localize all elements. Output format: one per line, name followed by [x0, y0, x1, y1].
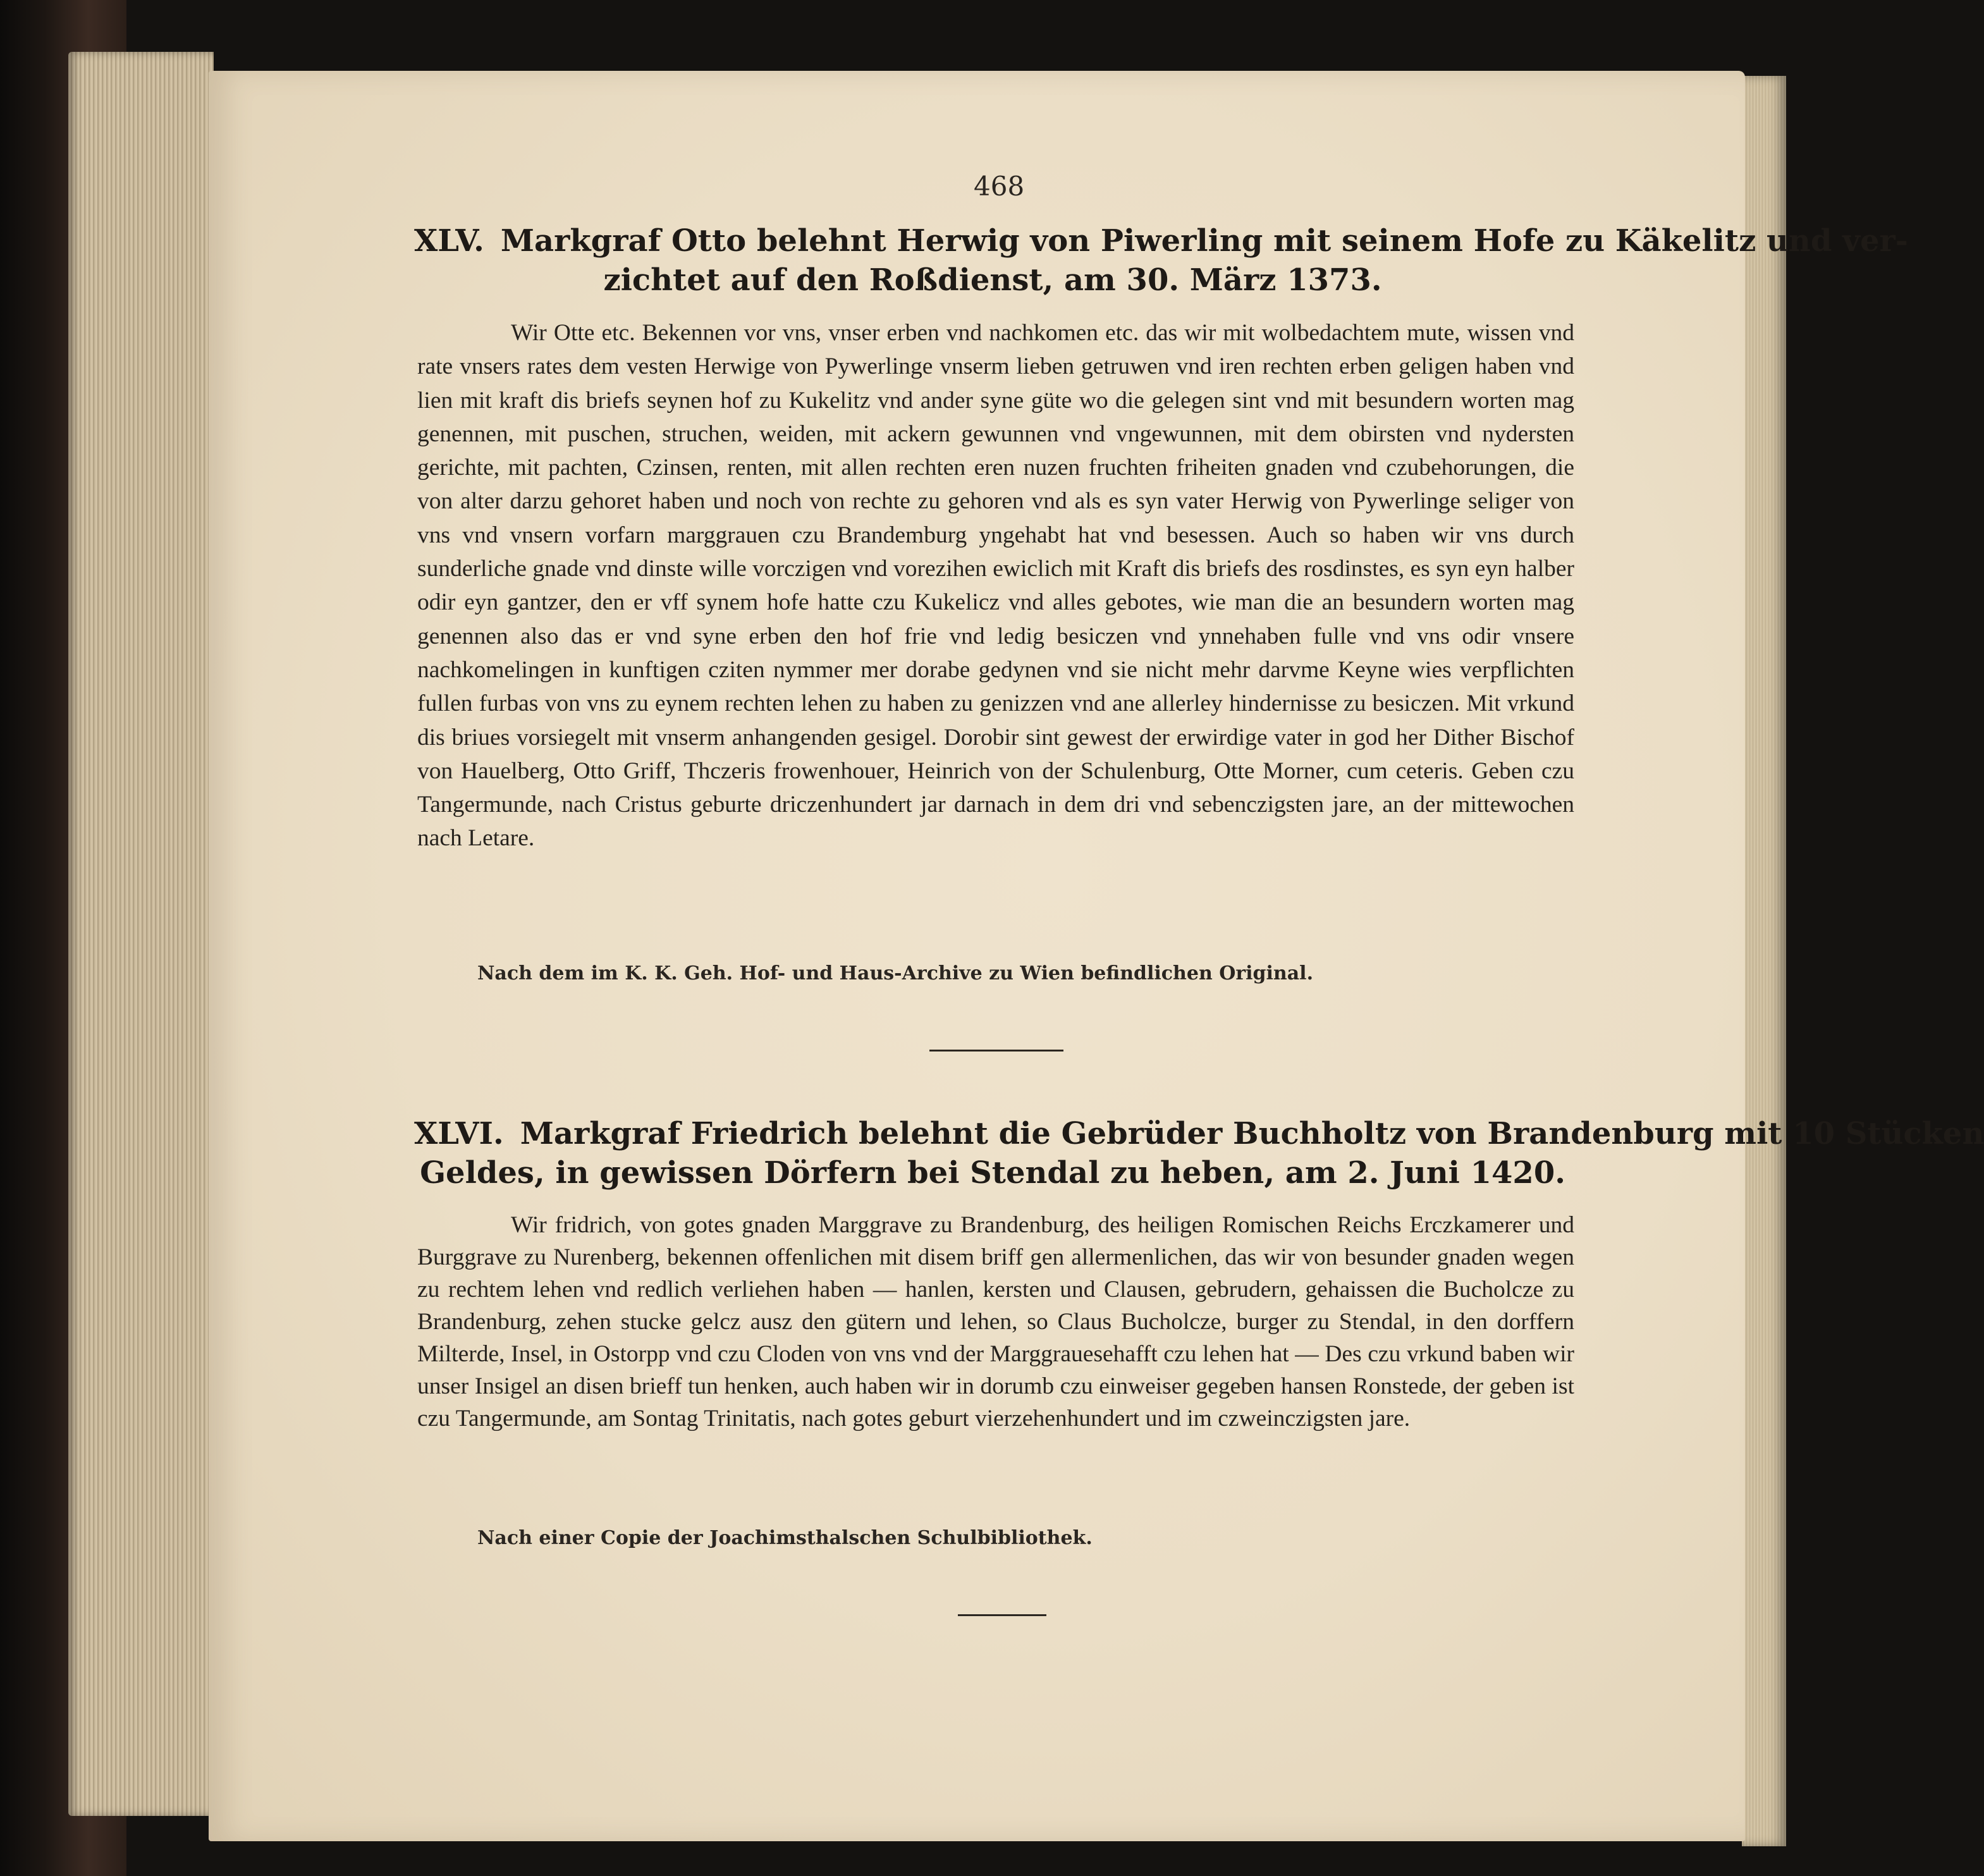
left-page-edges — [68, 52, 214, 1816]
section-45-paragraph: Wir Otte etc. Bekennen vor vns, vnser erben vnd nachkomen etc. das wir mit wolbedachtem mute, wissen vnd rate vnsers rates dem vesten Herwige von Pywerlinge vnserm lieben getruwen vnd iren rechten erben geligen haben vnd lien mit kraft dis briefs seynen hof zu Kukelitz vnd ander syne güte wo die gelegen sint vnd mit besundern worten mag genennen, mit puschen, struchen, weiden, mit ackern gewunnen vnd vngewunnen, mit dem obirsten vnd nydersten gerichte, mit pachten, Czinsen, renten, mit allen rechten eren nuzen fruchten friheiten gnaden vnd czubehorungen, die von alter darzu gehoret haben und noch von rechte zu gehoren vnd als es syn vater Herwig von Pywerlinge seliger von vns vnd vnsern vorfarn marggrauen czu Brandemburg yngehabt hat vnd besessen. Auch so haben wir vns durch sunderliche gnade vnd dinste wille vorczigen vnd vorezihen ewiclich mit Kraft dis briefs des rosdinstes, es syn eyn halber odir eyn gantzer, den er vff synem hofe hatte czu Kukelicz vnd alles gebotes, wie man die an besundern worten mag genennen also das er vnd syne erben den hof frie vnd ledig besiczen vnd ynnehaben fulle vnd vns odir vnsere nachkomelingen in kunftigen cziten nymmer mer dorabe gedynen vnd sie nicht mehr darvme Keyne wies verpflichten fullen furbas von vns zu eynem rechten lehen zu haben zu genizzen vnd ane allerley hindernisse zu besiczen. Mit vrkund dis briues vorsiegelt mit vnserm anhangenden gesigel. Dorobir sint gewest der erwirdige vater in god her Dither Bischof von Hauelberg, Otto Griff, Thczeris frowenhouer, Heinrich von der Schulenburg, Otte Morner, cum ceteris. Geben czu Tangermunde, nach Cristus geburte driczenhundert jar darnach in dem dri vnd sebenczigsten jare, an der mittewochen nach Letare. — [417, 320, 1574, 852]
end-divider — [958, 1614, 1046, 1616]
right-page-edges — [1742, 76, 1786, 1846]
section-46-paragraph: Wir fridrich, von gotes gnaden Marggrave zu Brandenburg, des heiligen Romischen Reichs Erczkamerer und Burggrave zu Nurenberg, bekennen offenlichen mit disem briff gen allermenlichen, das wir von besunder gnaden wegen zu rechtem lehen vnd redlich verliehen haben — hanlen, kersten und Clausen, gebrudern, gehaissen die Bucholcze zu Brandenburg, zehen stucke gelcz ausz den gütern und lehen, so Claus Bucholcze, burger zu Stendal, in den dorffern Milterde, Insel, in Ostorpp vnd czu Cloden von vns vnd der Marggrauesehafft czu lehen hat — Des czu vrkund baben wir unser Insigel an disen brieff tun henken, auch haben wir in dorumb czu einweiser gegeben hansen Ronstede, der geben ist czu Tangermunde, am Sontag Trinitatis, nach gotes geburt vierzehenhundert und im czweinczigsten jare. — [417, 1212, 1574, 1432]
section-46-source-note: Nach einer Copie der Joachimsthalschen Schulbibliothek. — [477, 1527, 1093, 1549]
section-46-numeral: XLVI. — [414, 1116, 504, 1151]
section-45-numeral: XLV. — [414, 223, 484, 259]
section-46-heading — [414, 1114, 1984, 1192]
section-45-heading — [414, 221, 1908, 300]
section-45-body — [417, 316, 1574, 855]
section-46-body — [417, 1209, 1574, 1435]
section-45-heading-line1: Markgraf Otto belehnt Herwig von Piwerling mit seinem Hofe zu Käkelitz und ver- — [500, 223, 1908, 259]
section-45-heading-line2: zichtet auf den Roßdienst, am 30. März 1373. — [603, 262, 1382, 298]
section-46-heading-line1: Markgraf Friedrich belehnt die Gebrüder Buchholtz von Brandenburg mit 10 Stücken — [520, 1116, 1984, 1151]
section-divider — [929, 1050, 1063, 1051]
page-number: 468 — [974, 171, 1025, 202]
section-46-heading-line2: Geldes, in gewissen Dörfern bei Stendal zu heben, am 2. Juni 1420. — [420, 1155, 1565, 1191]
section-45-source-note: Nach dem im K. K. Geh. Hof- und Haus-Archive zu Wien befindlichen Original. — [477, 962, 1314, 984]
